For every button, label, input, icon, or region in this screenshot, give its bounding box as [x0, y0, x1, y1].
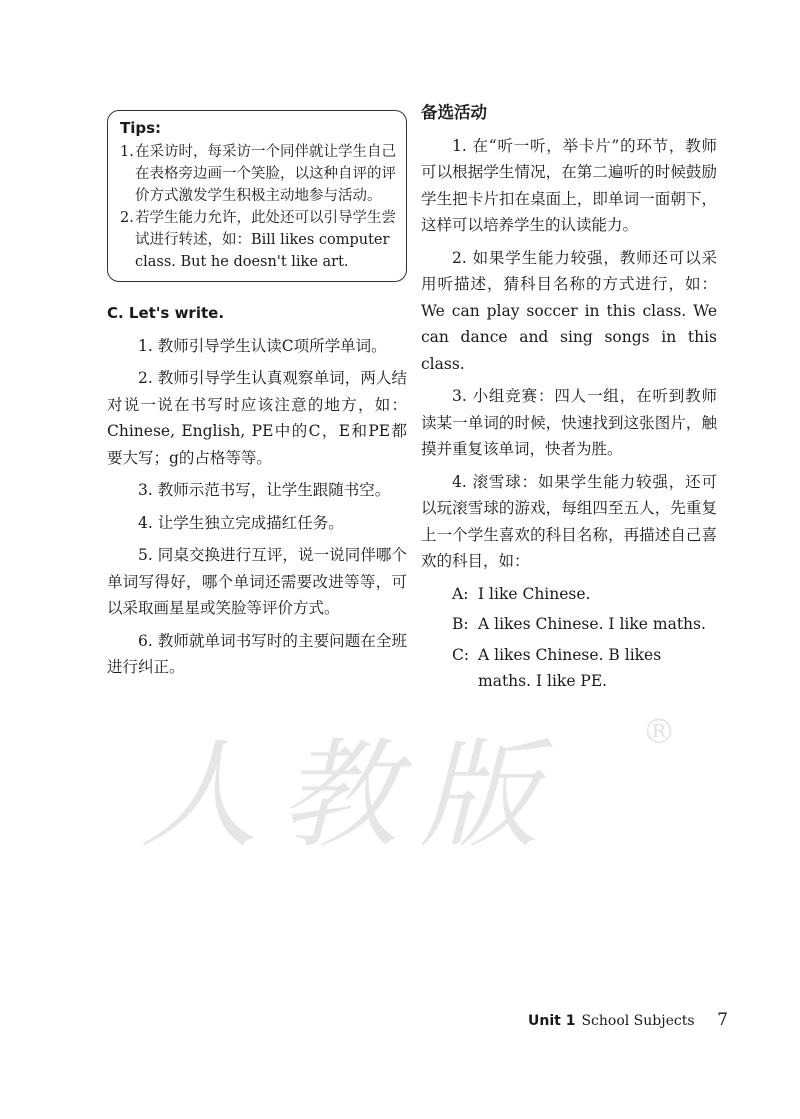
dialog-line — [452, 581, 717, 608]
footer-title: School Subjects — [581, 1013, 695, 1029]
optional-item: 3. 小组竞赛：四人一组，在听到教师读某一单词的时候，快速找到这张图片，触摸并重复该单词，快者为胜。 — [421, 387, 717, 458]
dialog-speaker: A: — [452, 584, 469, 603]
dialog-line — [452, 611, 717, 638]
tip-text: 若学生能力允许，此处还可以引导学生尝试进行转述，如：Bill likes computer class. But he doesn't like art. — [135, 210, 396, 270]
optional-item: 4. 滚雪球：如果学生能力较强，还可以玩滚雪球的游戏，每组四至五人，先重复上一个学生喜欢的科目名称，再描述自己喜欢的科目，如： — [421, 472, 717, 570]
optional-item: 1. 在“听一听，举卡片”的环节，教师可以根据学生情况，在第二遍听的时候鼓励学生把卡片扣在桌面上，即单词一面朝下，这样可以培养学生的认读能力。 — [421, 136, 717, 234]
dialog-speaker: B: — [452, 615, 469, 633]
watermark-text: 人教版 — [140, 726, 561, 864]
dialog-line — [452, 642, 717, 695]
dialog-text: I like Chinese. — [478, 584, 591, 603]
footer-unit: Unit 1 — [528, 1013, 576, 1029]
page-number: 7 — [717, 1010, 728, 1030]
optional-activities-heading: 备选活动 — [421, 103, 487, 122]
tip-item — [120, 207, 396, 273]
section-c-item: 2. 教师引导学生认真观察单词，两人结对说一说在书写时应该注意的地方，如：Chinese, English, PE中的C，E和PE都要大写；g的占格等等。 — [107, 369, 407, 467]
publisher-watermark — [140, 712, 680, 870]
dialog-text: A likes Chinese. B likes maths. I like PE. — [478, 645, 662, 690]
dialog-text: A likes Chinese. I like maths. — [478, 615, 706, 633]
tips-title: Tips: — [120, 119, 162, 137]
dialog-speaker: C: — [452, 645, 470, 664]
section-c-item: 3. 教师示范书写，让学生跟随书空。 — [138, 481, 391, 499]
optional-item: 2. 如果学生能力较强，教师还可以采用听描述，猜科目名称的方式进行，如：We can play soccer in this class. We can dance and sing songs in this class. — [421, 248, 717, 373]
section-c-item: 4. 让学生独立完成描红任务。 — [138, 513, 344, 532]
right-column — [421, 100, 717, 699]
section-c-title: C. Let's write. — [107, 304, 225, 322]
section-c-item: 6. 教师就单词书写时的主要问题在全班进行纠正。 — [107, 631, 407, 676]
page-footer — [528, 1010, 728, 1030]
tip-item — [120, 141, 396, 207]
section-c-item: 1. 教师引导学生认读C项所学单词。 — [138, 336, 387, 355]
section-c-item: 5. 同桌交换进行互评，说一说同伴哪个单词写得好，哪个单词还需要改进等等，可以采取画星星或笑脸等评价方式。 — [107, 546, 407, 617]
tip-text: 在采访时，每采访一个同伴就让学生自己在表格旁边画一个笑脸，以这种自评的评价方式激发学生积极主动地参与活动。 — [135, 144, 396, 204]
tip-number: 1. — [120, 144, 134, 160]
tips-box — [107, 110, 407, 282]
dialog-example — [452, 581, 717, 695]
left-column — [107, 110, 407, 687]
tip-number: 2. — [120, 210, 134, 226]
registered-mark: ® — [642, 712, 676, 752]
